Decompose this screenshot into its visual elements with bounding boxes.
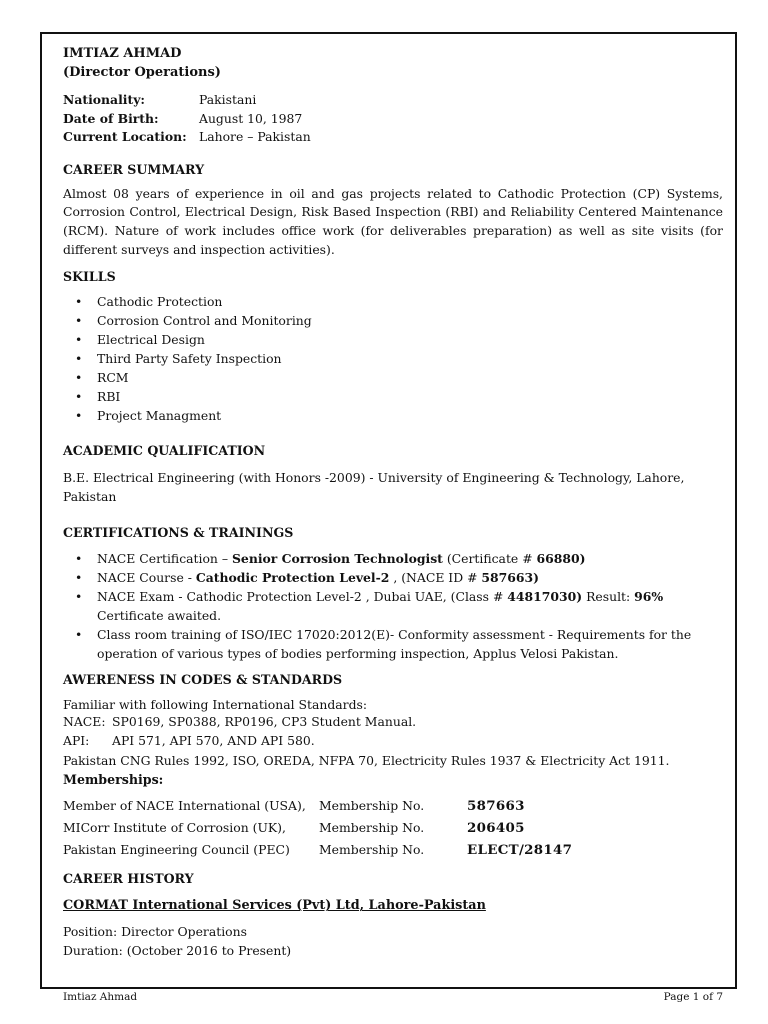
- candidate-title: (Director Operations): [63, 65, 221, 80]
- academic-text: B.E. Electrical Engineering (with Honors -2009) - University of Engineering & Technology, Lahore, Pakistan: [63, 470, 685, 504]
- cert-text: Class room training of ISO/IEC 17020:2012(E)- Conformity assessment - Requirements for the operation of various types of bodies performing inspection, Applus Velosi Pakistan.: [97, 627, 692, 662]
- company-name: CORMAT International Services (Pvt) Ltd, Lahore-Pakistan: [63, 898, 486, 914]
- location-label: Current Location:: [63, 129, 187, 145]
- certifications-heading: CERTIFICATIONS & TRAININGS: [63, 525, 294, 541]
- cert-text: NACE Exam - Cathodic Protection Level-2 , Dubai UAE, (Class #: [97, 589, 508, 605]
- cert-number: 44817030): [507, 589, 583, 605]
- career-summary-heading: CAREER SUMMARY: [63, 161, 205, 177]
- list-item: • Third Party Safety Inspection: [97, 349, 723, 368]
- cert-number: 587663): [481, 570, 539, 586]
- candidate-name: IMTIAZ AHMAD: [63, 46, 182, 61]
- list-item: [97, 568, 723, 587]
- list-item: [97, 625, 723, 663]
- footer-page-number: Page 1 of 7: [663, 991, 723, 1003]
- skills-heading: SKILLS: [63, 269, 116, 285]
- cert-title: Senior Corrosion Technologist: [231, 551, 443, 567]
- cert-number: 66880): [536, 551, 586, 567]
- dob-label: Date of Birth:: [63, 110, 159, 126]
- membership-number: 587663: [467, 798, 525, 815]
- cert-title: Cathodic Protection Level-2: [195, 570, 390, 586]
- codes-other: Pakistan CNG Rules 1992, ISO, OREDA, NFPA 70, Electricity Rules 1937 & Electricity Act 1911.: [63, 753, 670, 769]
- nace-label: NACE:: [63, 714, 106, 730]
- list-item: • Cathodic Protection: [97, 292, 723, 311]
- cert-text: NACE Course -: [97, 570, 196, 586]
- cert-text: Result:: [582, 589, 635, 605]
- academic-heading: ACADEMIC QUALIFICATION: [63, 443, 266, 459]
- list-item: • RBI: [97, 387, 723, 406]
- codes-nace: [63, 712, 723, 731]
- list-item: • RCM: [97, 368, 723, 387]
- membership-label: Membership No.: [319, 798, 425, 814]
- membership-number: ELECT/28147: [467, 842, 573, 859]
- membership-org: MICorr Institute of Corrosion (UK),: [63, 820, 286, 836]
- footer-author: Imtiaz Ahmad: [63, 991, 138, 1003]
- certifications-list: [63, 549, 723, 663]
- list-item: [97, 587, 723, 625]
- cert-text: (Certificate #: [442, 551, 537, 567]
- membership-label: Membership No.: [319, 820, 425, 836]
- resume-body: [63, 44, 723, 960]
- memberships-heading: Memberships:: [63, 772, 164, 788]
- position-text: Position: Director Operations: [63, 923, 247, 939]
- membership-label: Membership No.: [319, 842, 425, 858]
- page-footer: [63, 991, 723, 1003]
- api-value: API 571, API 570, AND API 580.: [112, 733, 315, 749]
- list-item: [97, 549, 723, 568]
- cert-text: Certificate awaited.: [97, 608, 222, 624]
- membership-org: Pakistan Engineering Council (PEC): [63, 842, 290, 858]
- nace-value: SP0169, SP0388, RP0196, CP3 Student Manual.: [112, 714, 417, 730]
- api-label: API:: [63, 733, 90, 749]
- list-item: • Corrosion Control and Monitoring: [97, 311, 723, 330]
- cert-text: , (NACE ID #: [389, 570, 482, 586]
- list-item: • Electrical Design: [97, 330, 723, 349]
- cert-result: 96%: [634, 589, 664, 605]
- career-summary-text: Almost 08 years of experience in oil and gas projects related to Cathodic Protection (CP) Systems, Corrosion Control, Electrical Design, Risk Based Inspection (RBI) and Reliability Centered Maintenance (RCM). Nature of work includes office work (for deliverables preparation) as well as site visits (for different surveys and inspection activities).: [63, 185, 723, 257]
- career-history-heading: CAREER HISTORY: [63, 871, 194, 887]
- memberships-table: [63, 795, 723, 861]
- codes-api: [63, 731, 723, 750]
- list-item: • Project Managment: [97, 406, 723, 425]
- dob-value: August 10, 1987: [199, 110, 303, 126]
- nationality-value: Pakistani: [199, 92, 257, 107]
- duration-text: Duration: (October 2016 to Present): [63, 942, 292, 958]
- nationality-label: Nationality:: [63, 92, 145, 107]
- personal-details: [63, 91, 723, 147]
- membership-org: Member of NACE International (USA),: [63, 798, 306, 814]
- skills-list: [63, 292, 723, 425]
- codes-heading: AWERENESS IN CODES & STANDARDS: [63, 672, 343, 688]
- membership-number: 206405: [467, 820, 525, 837]
- cert-text: NACE Certification –: [97, 551, 232, 567]
- location-value: Lahore – Pakistan: [199, 129, 311, 145]
- codes-intro: Familiar with following International Standards:: [63, 697, 368, 713]
